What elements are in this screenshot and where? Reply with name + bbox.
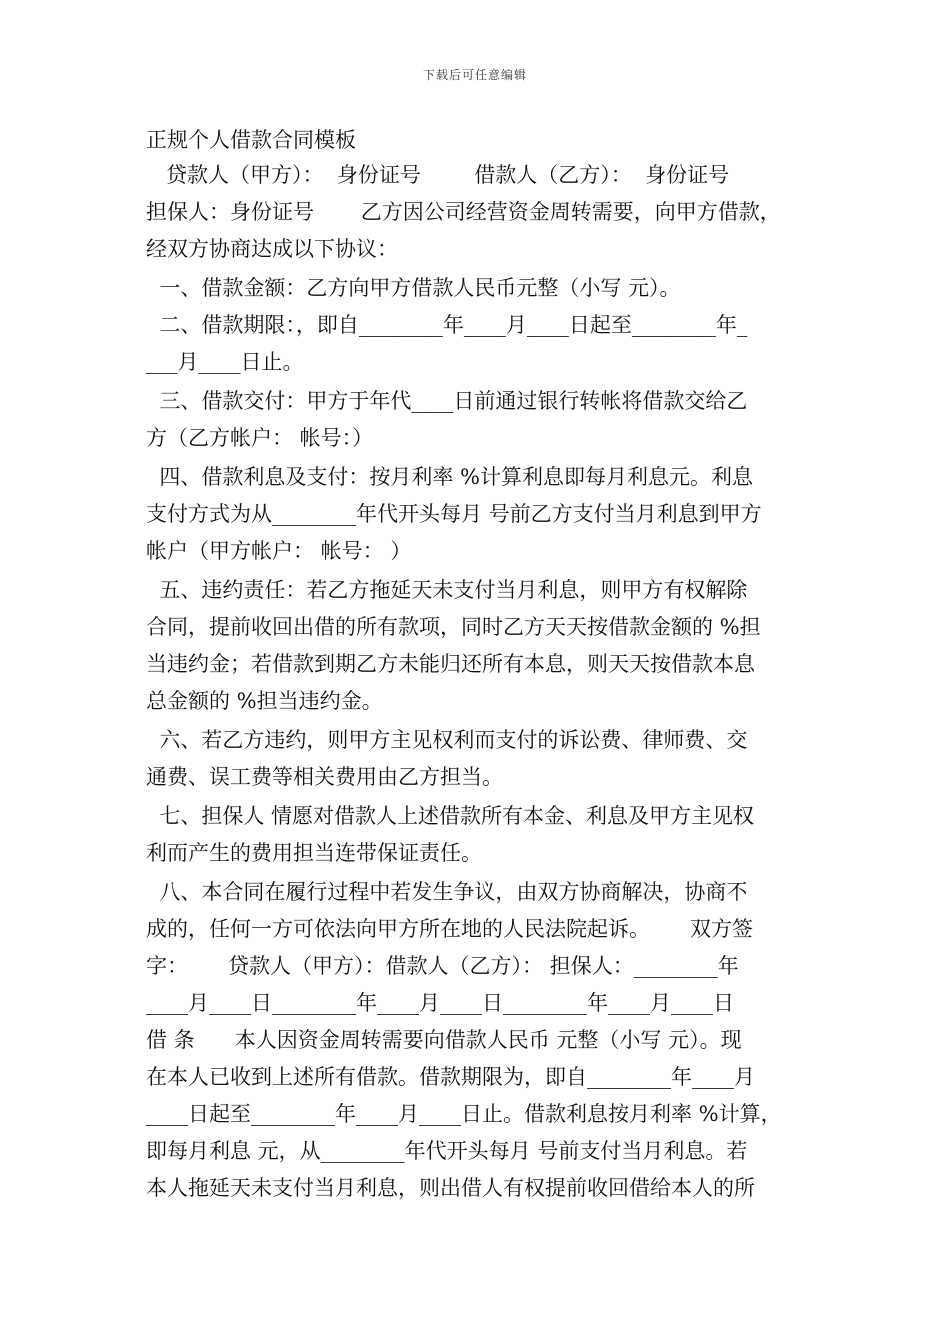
- clause-5-line-4: 总金额的 %担当违约金。: [146, 689, 383, 713]
- clause-4-line-3: 帐户（甲方帐户： 帐号： ）: [146, 539, 412, 563]
- page-header: 下载后可任意编辑: [422, 68, 527, 82]
- clause-4-line-2: 支付方式为从________年代开头每月 号前乙方支付当月利息到甲方: [146, 502, 762, 526]
- clause-5-line-2: 合同，提前收回出借的所有款项，同时乙方天天按借款金额的 %担: [146, 615, 761, 639]
- iou-line-2: 在本人已收到上述所有借款。借款期限为，即自________年____月: [146, 1065, 755, 1089]
- iou-line-1: 借 条 本人因资金周转需要向借款人民币 元整（小写 元）。现: [146, 1028, 742, 1052]
- clause-7-line-1: 七、担保人 情愿对借款人上述借款所有本金、利息及甲方主见权: [146, 804, 755, 828]
- clause-2-line-2: ___月____日止。: [146, 350, 304, 374]
- iou-line-4: 即每月利息 元，从________年代开头每月 号前支付当月利息。若: [146, 1139, 748, 1163]
- signature-line: 字： 贷款人（甲方）：借款人（乙方）： 担保人：________年: [146, 954, 739, 978]
- clause-8-line-1: 八、本合同在履行过程中若发生争议，由双方协商解决，协商不: [146, 880, 748, 904]
- iou-line-5: 本人拖延天未支付当月利息，则出借人有权提前收回借给本人的所: [146, 1176, 755, 1200]
- party-line: 贷款人（甲方）： 身份证号 借款人（乙方）： 身份证号: [146, 163, 730, 187]
- clause-5-line-1: 五、违约责任：若乙方拖延天未支付当月利息，则甲方有权解除: [146, 578, 748, 602]
- clause-8-line-2: 成的，任何一方可依法向甲方所在地的人民法院起诉。 双方签: [146, 917, 754, 941]
- clause-6-line-2: 通费、误工费等相关费用由乙方担当。: [146, 765, 503, 789]
- clause-5-line-3: 当违约金；若借款到期乙方未能归还所有本息，则天天按借款本息: [146, 652, 755, 676]
- clause-3-line-1: 三、借款交付：甲方于年代____日前通过银行转帐将借款交给乙: [146, 389, 748, 413]
- signature-dates: ____月____日________年____月____日________年____月____日: [146, 991, 734, 1015]
- clause-2-line-1: 二、借款期限：，即自________年____月____日起至________年_: [146, 313, 748, 337]
- clause-3-line-2: 方（乙方帐户： 帐号：）: [146, 426, 374, 450]
- guarantor-line: 担保人：身份证号 乙方因公司经营资金周转需要，向甲方借款，: [146, 200, 781, 224]
- agreement-intro: 经双方协商达成以下协议：: [146, 237, 398, 261]
- document-title: 正规个人借款合同模板: [146, 128, 356, 152]
- clause-6-line-1: 六、若乙方违约，则甲方主见权利而支付的诉讼费、律师费、交: [146, 728, 748, 752]
- document-body: [146, 122, 808, 1207]
- clause-7-line-2: 利而产生的费用担当连带保证责任。: [146, 841, 482, 865]
- clause-4-line-1: 四、借款利息及支付：按月利率 %计算利息即每月利息元。利息: [146, 465, 753, 489]
- iou-line-3: ____日起至________年____月____日止。借款利息按月利率 %计算，: [146, 1102, 782, 1126]
- clause-1: 一、借款金额：乙方向甲方借款人民币元整（小写 元）。: [146, 276, 681, 300]
